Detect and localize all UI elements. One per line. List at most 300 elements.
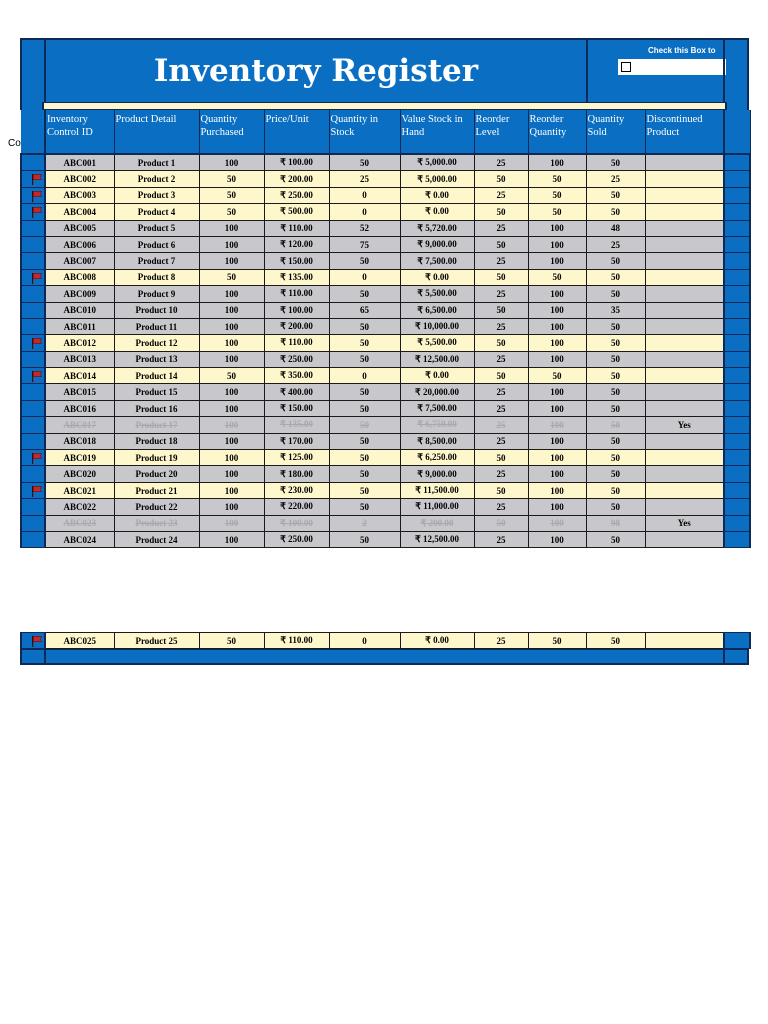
cell-value[interactable]: ₹ 7,500.00: [400, 253, 474, 269]
cell-reorder-level[interactable]: 25: [474, 318, 528, 334]
cell-discontinued[interactable]: [645, 482, 724, 498]
cell-reorder-qty[interactable]: 100: [528, 450, 586, 466]
cell-reorder-qty[interactable]: 100: [528, 531, 586, 547]
cell-product[interactable]: Product 23: [114, 515, 199, 531]
row-flag-cell: [21, 204, 45, 220]
row-right-margin: [724, 450, 750, 466]
cell-qty-sold[interactable]: 50: [586, 187, 645, 203]
cell-value[interactable]: ₹ 6,750.00: [400, 417, 474, 433]
header-col-qty-purchased[interactable]: Quantity Purchased: [199, 110, 264, 154]
cell-price[interactable]: ₹ 100.00: [264, 154, 329, 171]
cell-reorder-level[interactable]: 25: [474, 531, 528, 547]
cell-discontinued[interactable]: [645, 286, 724, 302]
cell-id[interactable]: ABC003: [45, 187, 114, 203]
cell-qty-purchased[interactable]: 50: [199, 187, 264, 203]
cell-id[interactable]: ABC023: [45, 515, 114, 531]
row-right-margin: [724, 269, 750, 285]
cell-discontinued[interactable]: [645, 633, 724, 649]
cell-qty-stock[interactable]: 50: [329, 335, 400, 351]
cell-discontinued[interactable]: Yes: [645, 417, 724, 433]
cell-qty-sold[interactable]: 50: [586, 204, 645, 220]
cell-value[interactable]: ₹ 8,500.00: [400, 433, 474, 449]
row-right-margin: [724, 466, 750, 482]
cell-value[interactable]: ₹ 0.00: [400, 633, 474, 649]
cell-reorder-qty[interactable]: 100: [528, 351, 586, 367]
cell-qty-stock[interactable]: 50: [329, 417, 400, 433]
table-row[interactable]: [21, 482, 750, 498]
cell-product[interactable]: Product 6: [114, 236, 199, 252]
cell-reorder-level[interactable]: 25: [474, 220, 528, 236]
table-row[interactable]: [21, 450, 750, 466]
table-row[interactable]: [21, 499, 750, 515]
cell-reorder-level[interactable]: 50: [474, 204, 528, 220]
cell-qty-sold[interactable]: 25: [586, 171, 645, 187]
cell-id[interactable]: ABC006: [45, 236, 114, 252]
cell-product[interactable]: Product 12: [114, 335, 199, 351]
cell-qty-stock[interactable]: 2: [329, 515, 400, 531]
cell-discontinued[interactable]: [645, 204, 724, 220]
cell-price[interactable]: ₹ 125.00: [264, 450, 329, 466]
cell-value[interactable]: ₹ 0.00: [400, 368, 474, 384]
cell-id[interactable]: ABC024: [45, 531, 114, 547]
cell-reorder-qty[interactable]: 100: [528, 515, 586, 531]
cell-price[interactable]: ₹ 170.00: [264, 433, 329, 449]
cell-price[interactable]: ₹ 200.00: [264, 318, 329, 334]
cell-product[interactable]: Product 8: [114, 269, 199, 285]
cell-id[interactable]: ABC021: [45, 482, 114, 498]
cell-discontinued[interactable]: [645, 171, 724, 187]
cell-value[interactable]: ₹ 5,000.00: [400, 154, 474, 171]
cell-reorder-qty[interactable]: 100: [528, 482, 586, 498]
row-right-margin: [724, 499, 750, 515]
header-col-qty-sold[interactable]: Quantity Sold: [586, 110, 645, 154]
cell-product[interactable]: Product 20: [114, 466, 199, 482]
table-row[interactable]: [21, 269, 750, 285]
cell-reorder-qty[interactable]: 100: [528, 433, 586, 449]
cell-reorder-qty[interactable]: 100: [528, 154, 586, 171]
table-row[interactable]: [21, 286, 750, 302]
cell-price[interactable]: ₹ 220.00: [264, 499, 329, 515]
cell-reorder-qty[interactable]: 100: [528, 335, 586, 351]
cell-price[interactable]: ₹ 250.00: [264, 531, 329, 547]
table-row[interactable]: [21, 531, 750, 547]
cell-qty-sold[interactable]: 48: [586, 220, 645, 236]
cell-qty-stock[interactable]: 50: [329, 499, 400, 515]
cell-reorder-qty[interactable]: 100: [528, 384, 586, 400]
cell-value[interactable]: ₹ 10,000.00: [400, 318, 474, 334]
cell-discontinued[interactable]: [645, 368, 724, 384]
cell-qty-stock[interactable]: 50: [329, 531, 400, 547]
table-row[interactable]: [21, 417, 750, 433]
cell-id[interactable]: ABC012: [45, 335, 114, 351]
cell-price[interactable]: ₹ 230.00: [264, 482, 329, 498]
cell-qty-stock[interactable]: 50: [329, 466, 400, 482]
cell-qty-purchased[interactable]: 100: [199, 531, 264, 547]
cell-id[interactable]: ABC025: [45, 633, 114, 649]
cell-value[interactable]: ₹ 11,000.00: [400, 499, 474, 515]
cell-discontinued[interactable]: [645, 253, 724, 269]
cell-qty-sold[interactable]: 50: [586, 482, 645, 498]
table-row[interactable]: [21, 187, 750, 203]
header-col-product-detail[interactable]: Product Detail: [114, 110, 199, 154]
cell-discontinued[interactable]: [645, 302, 724, 318]
cell-qty-purchased[interactable]: 100: [199, 384, 264, 400]
cell-id[interactable]: ABC017: [45, 417, 114, 433]
cell-qty-sold[interactable]: 50: [586, 417, 645, 433]
cell-discontinued[interactable]: [645, 154, 724, 171]
cell-price[interactable]: ₹ 110.00: [264, 633, 329, 649]
table-row[interactable]: [21, 400, 750, 416]
cell-qty-sold[interactable]: 50: [586, 351, 645, 367]
cell-qty-stock[interactable]: 0: [329, 187, 400, 203]
cell-value[interactable]: ₹ 6,250.00: [400, 450, 474, 466]
cell-qty-sold[interactable]: 98: [586, 515, 645, 531]
table-row[interactable]: [21, 384, 750, 400]
cell-price[interactable]: ₹ 500.00: [264, 204, 329, 220]
flag-icon: [31, 452, 43, 464]
cell-qty-sold[interactable]: 50: [586, 384, 645, 400]
cell-qty-sold[interactable]: 50: [586, 466, 645, 482]
cell-reorder-level[interactable]: 50: [474, 335, 528, 351]
cell-id[interactable]: ABC011: [45, 318, 114, 334]
cell-qty-sold[interactable]: 50: [586, 499, 645, 515]
cell-reorder-qty[interactable]: 50: [528, 204, 586, 220]
cell-qty-sold[interactable]: 50: [586, 368, 645, 384]
cell-value[interactable]: ₹ 5,720.00: [400, 220, 474, 236]
cell-reorder-level[interactable]: 50: [474, 269, 528, 285]
cell-discontinued[interactable]: [645, 335, 724, 351]
cell-reorder-qty[interactable]: 100: [528, 318, 586, 334]
cell-product[interactable]: Product 24: [114, 531, 199, 547]
cell-reorder-level[interactable]: 50: [474, 515, 528, 531]
cell-reorder-qty[interactable]: 100: [528, 499, 586, 515]
cell-reorder-level[interactable]: 50: [474, 450, 528, 466]
cell-reorder-qty[interactable]: 50: [528, 187, 586, 203]
cell-discontinued[interactable]: [645, 318, 724, 334]
cell-price[interactable]: ₹ 110.00: [264, 286, 329, 302]
cell-reorder-level[interactable]: 25: [474, 253, 528, 269]
cell-discontinued[interactable]: [645, 269, 724, 285]
cell-product[interactable]: Product 14: [114, 368, 199, 384]
cell-price[interactable]: ₹ 110.00: [264, 335, 329, 351]
cell-qty-purchased[interactable]: 100: [199, 236, 264, 252]
cell-qty-purchased[interactable]: 100: [199, 466, 264, 482]
cell-value[interactable]: ₹ 5,500.00: [400, 286, 474, 302]
header-col-discontinued[interactable]: Discontinued Product: [645, 110, 724, 154]
cell-reorder-level[interactable]: 25: [474, 499, 528, 515]
cell-product[interactable]: Product 5: [114, 220, 199, 236]
cell-id[interactable]: ABC018: [45, 433, 114, 449]
cell-qty-stock[interactable]: 50: [329, 450, 400, 466]
cell-product[interactable]: Product 15: [114, 384, 199, 400]
cell-id[interactable]: ABC016: [45, 400, 114, 416]
cell-qty-stock[interactable]: 50: [329, 154, 400, 171]
cell-qty-purchased[interactable]: 100: [199, 482, 264, 498]
table-body: [21, 154, 750, 548]
cell-price[interactable]: ₹ 350.00: [264, 368, 329, 384]
cell-product[interactable]: Product 25: [114, 633, 199, 649]
cell-qty-stock[interactable]: 50: [329, 384, 400, 400]
cell-id[interactable]: ABC009: [45, 286, 114, 302]
cell-value[interactable]: ₹ 5,000.00: [400, 171, 474, 187]
header-col-reorder-qty[interactable]: Reorder Quantity: [528, 110, 586, 154]
cell-qty-stock[interactable]: 50: [329, 433, 400, 449]
cell-qty-purchased[interactable]: 50: [199, 204, 264, 220]
cell-discontinued[interactable]: [645, 384, 724, 400]
cell-price[interactable]: ₹ 110.00: [264, 220, 329, 236]
cell-qty-stock[interactable]: 75: [329, 236, 400, 252]
cell-reorder-qty[interactable]: 50: [528, 171, 586, 187]
cell-qty-purchased[interactable]: 50: [199, 633, 264, 649]
cell-id[interactable]: ABC007: [45, 253, 114, 269]
cell-value[interactable]: ₹ 20,000.00: [400, 384, 474, 400]
cell-id[interactable]: ABC005: [45, 220, 114, 236]
cell-qty-purchased[interactable]: 100: [199, 417, 264, 433]
cell-qty-purchased[interactable]: 100: [199, 318, 264, 334]
cell-price[interactable]: ₹ 180.00: [264, 466, 329, 482]
cell-qty-purchased[interactable]: 100: [199, 335, 264, 351]
cell-product[interactable]: Product 18: [114, 433, 199, 449]
cell-qty-sold[interactable]: 50: [586, 400, 645, 416]
cell-price[interactable]: ₹ 150.00: [264, 253, 329, 269]
cell-reorder-level[interactable]: 25: [474, 286, 528, 302]
cell-value[interactable]: ₹ 7,500.00: [400, 400, 474, 416]
cell-price[interactable]: ₹ 400.00: [264, 384, 329, 400]
cell-value[interactable]: ₹ 9,000.00: [400, 466, 474, 482]
table-row[interactable]: [21, 236, 750, 252]
header-col-reorder-level[interactable]: Reorder Level: [474, 110, 528, 154]
cell-product[interactable]: Product 10: [114, 302, 199, 318]
cell-reorder-level[interactable]: 50: [474, 368, 528, 384]
table-row[interactable]: [21, 171, 750, 187]
cell-reorder-level[interactable]: 50: [474, 171, 528, 187]
cell-discontinued[interactable]: [645, 351, 724, 367]
cell-id[interactable]: ABC010: [45, 302, 114, 318]
cell-qty-stock[interactable]: 50: [329, 482, 400, 498]
cell-reorder-qty[interactable]: 100: [528, 466, 586, 482]
table-row[interactable]: [21, 302, 750, 318]
cell-id[interactable]: ABC002: [45, 171, 114, 187]
cell-price[interactable]: ₹ 100.00: [264, 302, 329, 318]
cell-product[interactable]: Product 13: [114, 351, 199, 367]
cell-qty-sold[interactable]: 50: [586, 318, 645, 334]
cell-qty-stock[interactable]: 52: [329, 220, 400, 236]
header-col-price-unit[interactable]: Price/Unit: [264, 110, 329, 154]
cell-reorder-qty[interactable]: 50: [528, 368, 586, 384]
cell-reorder-level[interactable]: 25: [474, 351, 528, 367]
cell-id[interactable]: ABC013: [45, 351, 114, 367]
cell-reorder-qty[interactable]: 100: [528, 302, 586, 318]
row-right-margin: [724, 351, 750, 367]
cell-discontinued[interactable]: [645, 499, 724, 515]
cell-product[interactable]: Product 16: [114, 400, 199, 416]
cell-qty-sold[interactable]: 50: [586, 269, 645, 285]
header-col-inventory-id[interactable]: Inventory Control ID: [45, 110, 114, 154]
cell-value[interactable]: ₹ 12,500.00: [400, 351, 474, 367]
cell-qty-stock[interactable]: 65: [329, 302, 400, 318]
cell-reorder-level[interactable]: 50: [474, 302, 528, 318]
cell-price[interactable]: ₹ 120.00: [264, 236, 329, 252]
cell-qty-purchased[interactable]: 100: [199, 302, 264, 318]
cell-qty-stock[interactable]: 0: [329, 633, 400, 649]
cell-product[interactable]: Product 22: [114, 499, 199, 515]
cell-product[interactable]: Product 4: [114, 204, 199, 220]
cell-qty-sold[interactable]: 50: [586, 450, 645, 466]
cell-qty-sold[interactable]: 50: [586, 154, 645, 171]
cell-discontinued[interactable]: [645, 433, 724, 449]
cell-qty-sold[interactable]: 50: [586, 531, 645, 547]
cell-qty-purchased[interactable]: 100: [199, 253, 264, 269]
cell-value[interactable]: ₹ 0.00: [400, 204, 474, 220]
table-row[interactable]: [21, 633, 750, 649]
cell-qty-stock[interactable]: 0: [329, 368, 400, 384]
cell-id[interactable]: ABC022: [45, 499, 114, 515]
cell-value[interactable]: ₹ 6,500.00: [400, 302, 474, 318]
cell-reorder-qty[interactable]: 100: [528, 236, 586, 252]
inventory-table: [20, 110, 751, 548]
cell-price[interactable]: ₹ 135.00: [264, 417, 329, 433]
cell-discontinued[interactable]: [645, 531, 724, 547]
cell-reorder-level[interactable]: 25: [474, 187, 528, 203]
cell-discontinued[interactable]: [645, 466, 724, 482]
cell-qty-sold[interactable]: 50: [586, 633, 645, 649]
cell-product[interactable]: Product 21: [114, 482, 199, 498]
cell-id[interactable]: ABC014: [45, 368, 114, 384]
cell-reorder-level[interactable]: 25: [474, 384, 528, 400]
cell-discontinued[interactable]: Yes: [645, 515, 724, 531]
cell-price[interactable]: ₹ 250.00: [264, 187, 329, 203]
table-row[interactable]: [21, 154, 750, 171]
cell-reorder-qty[interactable]: 50: [528, 269, 586, 285]
cell-qty-purchased[interactable]: 100: [199, 499, 264, 515]
cell-qty-purchased[interactable]: 50: [199, 269, 264, 285]
check-field[interactable]: [618, 59, 726, 75]
cell-value[interactable]: ₹ 5,500.00: [400, 335, 474, 351]
cell-discontinued[interactable]: [645, 236, 724, 252]
cell-product[interactable]: Product 17: [114, 417, 199, 433]
cell-value[interactable]: ₹ 12,500.00: [400, 531, 474, 547]
cell-qty-purchased[interactable]: 100: [199, 286, 264, 302]
cell-reorder-level[interactable]: 50: [474, 482, 528, 498]
cell-reorder-qty[interactable]: 100: [528, 220, 586, 236]
cell-qty-stock[interactable]: 50: [329, 253, 400, 269]
table-row[interactable]: [21, 515, 750, 531]
cell-qty-stock[interactable]: 50: [329, 400, 400, 416]
flag-icon: [31, 272, 43, 284]
cell-qty-stock[interactable]: 50: [329, 286, 400, 302]
cell-qty-stock[interactable]: 0: [329, 269, 400, 285]
cell-qty-sold[interactable]: 50: [586, 253, 645, 269]
table-row[interactable]: [21, 466, 750, 482]
table-row[interactable]: [21, 220, 750, 236]
cell-product[interactable]: Product 2: [114, 171, 199, 187]
cell-product[interactable]: Product 11: [114, 318, 199, 334]
cell-product[interactable]: Product 3: [114, 187, 199, 203]
cell-product[interactable]: Product 9: [114, 286, 199, 302]
cell-price[interactable]: ₹ 135.00: [264, 269, 329, 285]
cell-qty-purchased[interactable]: 100: [199, 400, 264, 416]
cell-qty-purchased[interactable]: 100: [199, 154, 264, 171]
footer-bar: [20, 649, 749, 665]
cell-reorder-level[interactable]: 25: [474, 466, 528, 482]
table-row[interactable]: [21, 318, 750, 334]
cell-product[interactable]: Product 7: [114, 253, 199, 269]
cell-qty-stock[interactable]: 25: [329, 171, 400, 187]
cell-discontinued[interactable]: [645, 220, 724, 236]
cell-id[interactable]: ABC019: [45, 450, 114, 466]
cell-qty-stock[interactable]: 50: [329, 318, 400, 334]
cell-qty-sold[interactable]: 25: [586, 236, 645, 252]
cell-discontinued[interactable]: [645, 450, 724, 466]
table-row[interactable]: [21, 433, 750, 449]
cell-product[interactable]: Product 19: [114, 450, 199, 466]
row-right-margin: [724, 335, 750, 351]
cell-id[interactable]: ABC008: [45, 269, 114, 285]
cell-reorder-level[interactable]: 50: [474, 236, 528, 252]
cell-id[interactable]: ABC015: [45, 384, 114, 400]
cell-reorder-level[interactable]: 25: [474, 433, 528, 449]
cell-qty-purchased[interactable]: 50: [199, 171, 264, 187]
cell-reorder-qty[interactable]: 100: [528, 253, 586, 269]
cell-qty-sold[interactable]: 50: [586, 433, 645, 449]
row-right-margin: [724, 417, 750, 433]
cell-qty-stock[interactable]: 0: [329, 204, 400, 220]
cell-reorder-qty[interactable]: 100: [528, 286, 586, 302]
cell-qty-stock[interactable]: 50: [329, 351, 400, 367]
header-col-qty-stock[interactable]: Quantity in Stock: [329, 110, 400, 154]
cell-value[interactable]: ₹ 0.00: [400, 269, 474, 285]
cell-qty-purchased[interactable]: 100: [199, 515, 264, 531]
cell-qty-sold[interactable]: 50: [586, 335, 645, 351]
cell-qty-purchased[interactable]: 100: [199, 220, 264, 236]
table-row[interactable]: [21, 204, 750, 220]
cell-price[interactable]: ₹ 200.00: [264, 171, 329, 187]
cell-reorder-qty[interactable]: 100: [528, 417, 586, 433]
cell-qty-purchased[interactable]: 100: [199, 433, 264, 449]
cell-reorder-qty[interactable]: 100: [528, 400, 586, 416]
cell-id[interactable]: ABC020: [45, 466, 114, 482]
cell-price[interactable]: ₹ 150.00: [264, 400, 329, 416]
cell-id[interactable]: ABC001: [45, 154, 114, 171]
cell-discontinued[interactable]: [645, 400, 724, 416]
cell-qty-sold[interactable]: 35: [586, 302, 645, 318]
cell-reorder-level[interactable]: 25: [474, 633, 528, 649]
cell-price[interactable]: ₹ 100.00: [264, 515, 329, 531]
table-row[interactable]: [21, 368, 750, 384]
cell-discontinued[interactable]: [645, 187, 724, 203]
cell-value[interactable]: ₹ 9,000.00: [400, 236, 474, 252]
cell-price[interactable]: ₹ 250.00: [264, 351, 329, 367]
cell-qty-sold[interactable]: 50: [586, 286, 645, 302]
cell-reorder-level[interactable]: 25: [474, 417, 528, 433]
cell-reorder-qty[interactable]: 50: [528, 633, 586, 649]
cell-value[interactable]: ₹ 0.00: [400, 187, 474, 203]
cell-reorder-level[interactable]: 25: [474, 400, 528, 416]
cell-reorder-level[interactable]: 25: [474, 154, 528, 171]
checkbox-icon[interactable]: [621, 62, 631, 72]
table-row[interactable]: [21, 351, 750, 367]
cell-qty-purchased[interactable]: 50: [199, 368, 264, 384]
table-row[interactable]: [21, 335, 750, 351]
cell-id[interactable]: ABC004: [45, 204, 114, 220]
header-col-value-stock[interactable]: Value Stock in Hand: [400, 110, 474, 154]
cell-qty-purchased[interactable]: 100: [199, 450, 264, 466]
cell-value[interactable]: ₹ 11,500.00: [400, 482, 474, 498]
cell-product[interactable]: Product 1: [114, 154, 199, 171]
cell-qty-purchased[interactable]: 100: [199, 351, 264, 367]
table-row[interactable]: [21, 253, 750, 269]
cell-value[interactable]: ₹ 200.00: [400, 515, 474, 531]
